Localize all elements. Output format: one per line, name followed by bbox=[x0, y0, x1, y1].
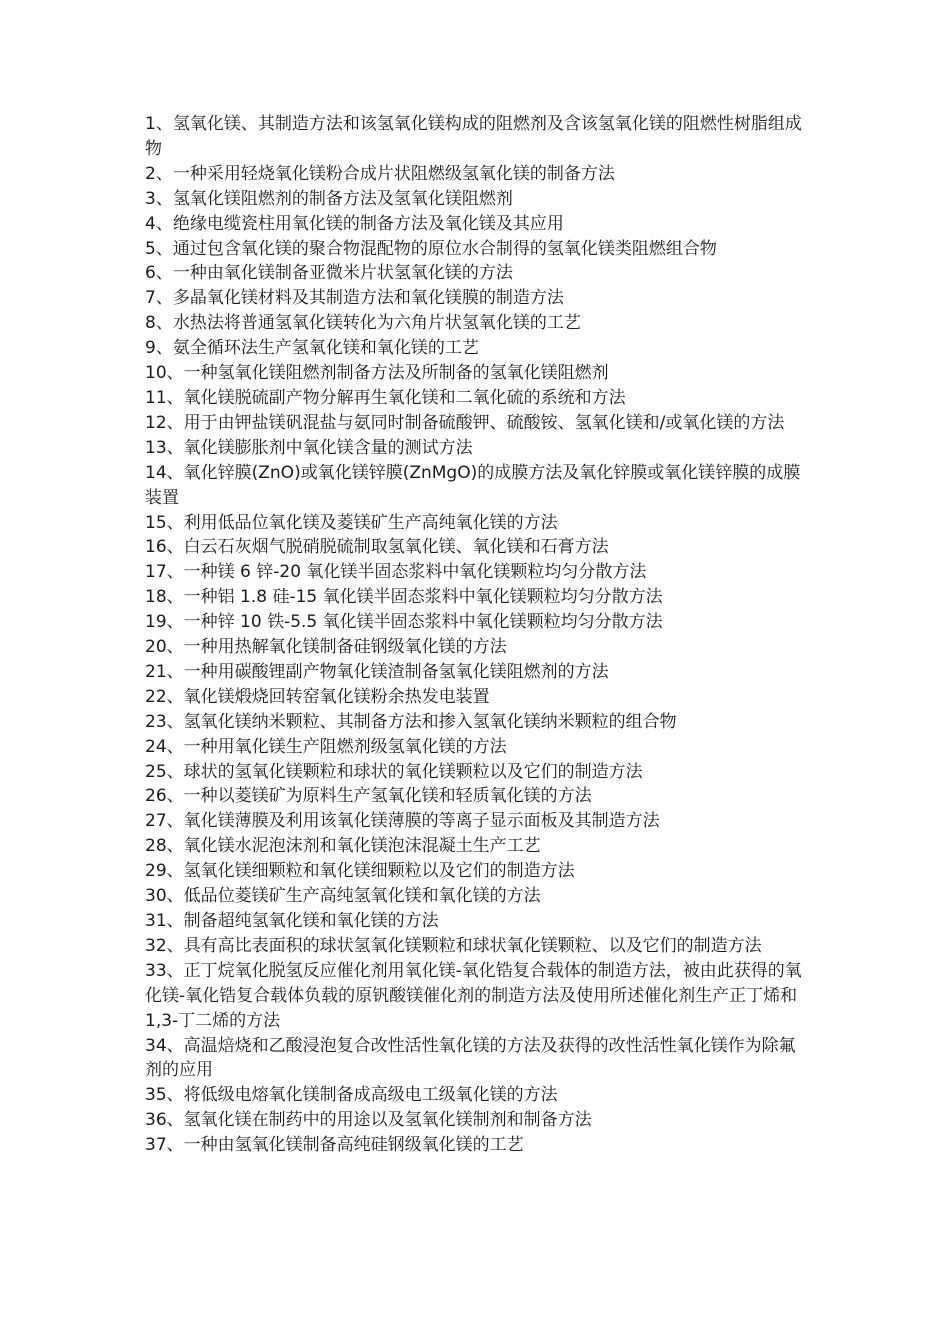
list-item: 36、氢氧化镁在制药中的用途以及氢氧化镁制剂和制备方法 bbox=[145, 1110, 592, 1131]
list-item: 7、多晶氧化镁材料及其制造方法和氧化镁膜的制造方法 bbox=[145, 288, 564, 309]
list-item: 8、水热法将普通氢氧化镁转化为六角片状氢氧化镁的工艺 bbox=[145, 313, 581, 334]
list-item: 27、氧化镁薄膜及利用该氧化镁薄膜的等离子显示面板及其制造方法 bbox=[145, 811, 660, 832]
list-item: 30、低品位菱镁矿生产高纯氢氧化镁和氧化镁的方法 bbox=[145, 886, 541, 907]
list-item: 3、氢氧化镁阻燃剂的制备方法及氢氧化镁阻燃剂 bbox=[145, 188, 513, 209]
list-item: 17、一种镁 6 锌-20 氧化镁半固态浆料中氧化镁颗粒均匀分散方法 bbox=[145, 562, 647, 583]
list-item: 9、氨全循环法生产氢氧化镁和氧化镁的工艺 bbox=[145, 338, 479, 359]
list-item: 18、一种铝 1.8 硅-15 氧化镁半固态浆料中氧化镁颗粒均匀分散方法 bbox=[145, 587, 663, 608]
list-item: 23、氢氧化镁纳米颗粒、其制备方法和掺入氢氧化镁纳米颗粒的组合物 bbox=[145, 711, 677, 732]
list-item: 32、具有高比表面积的球状氢氧化镁颗粒和球状氧化镁颗粒、以及它们的制造方法 bbox=[145, 935, 762, 956]
patent-title-list bbox=[145, 112, 810, 1158]
list-item: 25、球状的氢氧化镁颗粒和球状的氧化镁颗粒以及它们的制造方法 bbox=[145, 761, 643, 782]
list-item: 6、一种由氧化镁制备亚微米片状氢氧化镁的方法 bbox=[145, 263, 513, 284]
list-item: 10、一种氢氧化镁阻燃剂制备方法及所制备的氢氧化镁阻燃剂 bbox=[145, 363, 609, 384]
list-item: 35、将低级电熔氧化镁制备成高级电工级氧化镁的方法 bbox=[145, 1085, 558, 1106]
list-item: 19、一种锌 10 铁-5.5 氧化镁半固态浆料中氧化镁颗粒均匀分散方法 bbox=[145, 612, 663, 633]
list-item: 21、一种用碳酸锂副产物氧化镁渣制备氢氧化镁阻燃剂的方法 bbox=[145, 661, 609, 682]
list-item: 26、一种以菱镁矿为原料生产氢氧化镁和轻质氧化镁的方法 bbox=[145, 786, 592, 807]
list-item: 37、一种由氢氧化镁制备高纯硅钢级氧化镁的工艺 bbox=[145, 1135, 524, 1156]
list-item: 5、通过包含氧化镁的聚合物混配物的原位水合制得的氢氧化镁类阻燃组合物 bbox=[145, 238, 717, 259]
list-item: 4、绝缘电缆瓷柱用氧化镁的制备方法及氧化镁及其应用 bbox=[145, 213, 564, 234]
list-item: 11、氧化镁脱硫副产物分解再生氧化镁和二氧化硫的系统和方法 bbox=[145, 387, 626, 408]
list-item: 12、用于由钾盐镁矾混盐与氨同时制备硫酸钾、硫酸铵、氢氧化镁和/或氧化镁的方法 bbox=[145, 412, 785, 433]
list-item: 2、一种采用轻烧氧化镁粉合成片状阻燃级氢氧化镁的制备方法 bbox=[145, 163, 615, 184]
list-item: 31、制备超纯氢氧化镁和氧化镁的方法 bbox=[145, 911, 439, 931]
list-item: 1、氢氧化镁、其制造方法和该氢氧化镁构成的阻燃剂及含该氢氧化镁的阻燃性树脂组成物 bbox=[145, 114, 802, 159]
list-item: 14、氧化锌膜(ZnO)或氧化镁锌膜(ZnMgO)的成膜方法及氧化锌膜或氧化镁锌膜的成膜装置 bbox=[145, 462, 801, 508]
list-item: 16、白云石灰烟气脱硝脱硫制取氢氧化镁、氧化镁和石膏方法 bbox=[145, 537, 609, 558]
list-item: 34、高温焙烧和乙酸浸泡复合改性活性氧化镁的方法及获得的改性活性氧化镁作为除氟剂的应用 bbox=[145, 1035, 796, 1081]
list-item: 13、氧化镁膨胀剂中氧化镁含量的测试方法 bbox=[145, 437, 473, 458]
list-item: 22、氧化镁煅烧回转窑氧化镁粉余热发电装置 bbox=[145, 686, 490, 707]
list-item: 33、正丁烷氧化脱氢反应催化剂用氧化镁-氧化锆复合载体的制造方法，被由此获得的氧化镁-氧化锆复合载体负载的原钒酸镁催化剂的制造方法及使用所述催化剂生产正丁烯和 1,3-丁二烯的方法 bbox=[145, 960, 802, 1031]
list-item: 15、利用低品位氧化镁及菱镁矿生产高纯氧化镁的方法 bbox=[145, 512, 558, 533]
list-item: 29、氢氧化镁细颗粒和氧化镁细颗粒以及它们的制造方法 bbox=[145, 861, 575, 882]
list-item: 28、氧化镁水泥泡沫剂和氧化镁泡沫混凝土生产工艺 bbox=[145, 836, 541, 857]
list-item: 24、一种用氧化镁生产阻燃剂级氢氧化镁的方法 bbox=[145, 736, 507, 757]
list-item: 20、一种用热解氧化镁制备硅钢级氧化镁的方法 bbox=[145, 637, 507, 658]
